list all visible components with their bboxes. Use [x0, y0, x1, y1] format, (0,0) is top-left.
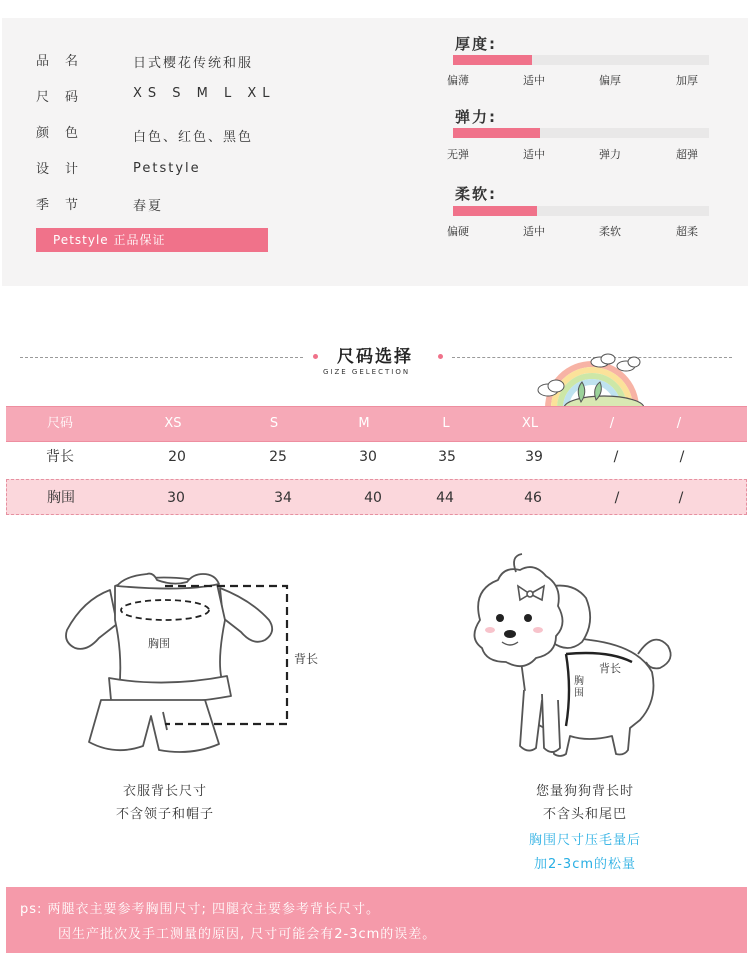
- table-header-cell: 尺码: [46, 416, 73, 431]
- info-value-season: 春夏: [133, 199, 164, 214]
- table-cell: 背长: [46, 449, 74, 465]
- meter-tick-softness-3: 柔软: [599, 225, 621, 238]
- table-cell: 40: [364, 490, 382, 506]
- meter-title-elasticity: 弹力:: [455, 108, 497, 126]
- meter-title-thickness: 厚度:: [455, 35, 497, 53]
- garment-back-label: 背长: [294, 652, 319, 666]
- garment-caption-line-1: 衣服背长尺寸: [122, 784, 207, 799]
- table-cell: 20: [168, 449, 186, 465]
- meter-tick-softness-4: 超柔: [676, 225, 698, 238]
- table-cell: 30: [359, 449, 377, 465]
- meter-fill-elasticity: [453, 128, 540, 138]
- table-cell: /: [614, 490, 620, 506]
- table-row: [6, 479, 747, 515]
- section-dot-right: [438, 354, 443, 359]
- info-label-season: 季节: [36, 198, 95, 213]
- section-dot-left: [313, 354, 318, 359]
- dog-caption-line-1: 您量狗狗背长时: [535, 784, 634, 799]
- table-cell: 34: [274, 490, 292, 506]
- garment-caption-line-2: 不含领子和帽子: [115, 807, 214, 822]
- meter-tick-thickness-4: 加厚: [676, 74, 698, 87]
- meter-tick-elasticity-1: 无弹: [447, 148, 469, 161]
- table-cell: 39: [525, 449, 543, 465]
- footer-note-line-1: ps: 两腿衣主要参考胸围尺寸; 四腿衣主要参考背长尺寸。: [20, 902, 381, 917]
- meter-tick-elasticity-4: 超弹: [676, 148, 698, 161]
- table-cell: 30: [167, 490, 185, 506]
- info-value-color: 白色、红色、黑色: [133, 130, 254, 145]
- meter-tick-elasticity-3: 弹力: [599, 148, 621, 161]
- section-title: 尺码选择: [337, 347, 413, 367]
- section-subtitle: GIZE GELECTION: [323, 368, 411, 376]
- info-value-size: XS S M L XL: [133, 86, 276, 101]
- meter-tick-softness-2: 适中: [523, 225, 545, 238]
- info-label-color: 颜色: [36, 126, 95, 141]
- authentic-banner: [36, 228, 268, 252]
- authentic-banner-text: Petstyle 正品保证: [53, 233, 166, 247]
- meter-fill-softness: [453, 206, 537, 216]
- table-cell: 25: [269, 449, 287, 465]
- meter-fill-thickness: [453, 55, 532, 65]
- meter-tick-softness-1: 偏硬: [447, 225, 469, 238]
- table-header-cell: XS: [164, 416, 182, 431]
- dog-note-line-2: 加2-3cm的松量: [533, 857, 637, 872]
- meter-tick-thickness-2: 适中: [523, 74, 545, 87]
- dog-caption-line-2: 不含头和尾巴: [542, 807, 627, 822]
- meter-title-softness: 柔软:: [455, 185, 497, 203]
- footer-note-line-2: 因生产批次及手工测量的原因, 尺寸可能会有2-3cm的误差。: [58, 927, 437, 942]
- garment-illustration: [55, 560, 330, 760]
- table-cell: /: [613, 449, 619, 465]
- info-label-size: 尺码: [36, 90, 95, 105]
- info-label-design: 设计: [36, 162, 95, 177]
- table-cell: /: [679, 449, 685, 465]
- table-header-cell: L: [442, 416, 450, 431]
- dog-illustration: [440, 550, 680, 770]
- info-label-name: 品名: [36, 54, 95, 69]
- table-header-cell: /: [609, 416, 615, 431]
- meter-track-elasticity: [453, 128, 709, 138]
- meter-track-thickness: [453, 55, 709, 65]
- section-divider-left: [20, 357, 303, 358]
- meter-tick-thickness-1: 偏薄: [447, 74, 469, 87]
- table-header-cell: M: [358, 416, 370, 431]
- table-cell: 胸围: [47, 490, 75, 506]
- rainbow-decoration: [534, 350, 644, 410]
- table-row: [6, 441, 747, 478]
- info-value-design: Petstyle: [133, 161, 201, 176]
- table-cell: 44: [436, 490, 454, 506]
- table-cell: 46: [524, 490, 542, 506]
- table-header-cell: XL: [521, 416, 539, 431]
- footer-note: [6, 887, 747, 953]
- dog-note-line-1: 胸围尺寸压毛量后: [528, 833, 641, 848]
- garment-chest-label: 胸围: [148, 637, 170, 650]
- table-cell: /: [678, 490, 684, 506]
- table-cell: 35: [438, 449, 456, 465]
- table-header-cell: /: [676, 416, 682, 431]
- size-table-header: [6, 406, 747, 442]
- meter-track-softness: [453, 206, 709, 216]
- meter-tick-elasticity-2: 适中: [523, 148, 545, 161]
- dog-back-label: 背长: [599, 662, 621, 675]
- info-value-name: 日式樱花传统和服: [133, 56, 254, 71]
- meter-tick-thickness-3: 偏厚: [599, 74, 621, 87]
- dog-chest-label: 胸围: [574, 676, 584, 699]
- table-header-cell: S: [269, 416, 279, 431]
